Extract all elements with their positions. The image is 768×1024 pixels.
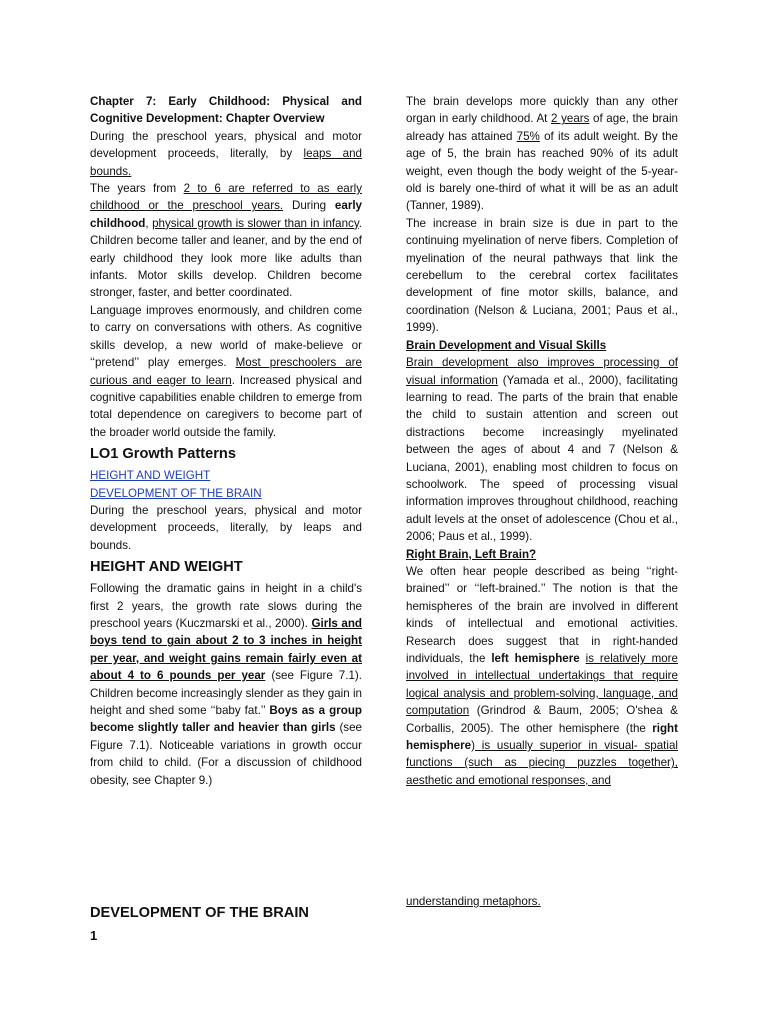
paragraph-myelination: The increase in brain size is due in part to the continuing myelination of nerve fibers. Completion of myelination of the neural pathways that link the cerebellum to the cerebral cortex facilitates development of fine motor skills, balance, and coordination (Nelson & Luciana, 2001; Paus et al., 1999). (406, 216, 678, 335)
text: of its adult weight. By the age of 5, the brain has reached 90% of its adult weight, even though the body weight of the 5-year-old is barely one-third of what it will be as an adult (Tanner, 1989). (406, 129, 678, 213)
page-number: 1 (90, 928, 98, 943)
text: ) (471, 739, 475, 753)
paragraph-hemispheres (406, 563, 678, 789)
underlined-text: 75% (516, 129, 540, 143)
bold-term: left hemisphere (491, 652, 580, 665)
underlined-text: 2 to 6 are referred to as early childhood or the preschool years. (90, 182, 362, 213)
underlined-text: leaps and bounds. (90, 147, 362, 178)
text: (see Figure 7.1). Noticeable variations in growth occur from child to child. (For a discussion of childhood obesity, see Chapter 9.) (90, 721, 362, 787)
paragraph-height-weight (90, 580, 362, 789)
text: During (283, 199, 335, 213)
development-of-brain-heading: DEVELOPMENT OF THE BRAIN (90, 905, 309, 921)
text: During the preschool years, physical and motor development proceeds, literally, by (90, 129, 362, 161)
right-bottom-continuation: understanding metaphors. (406, 895, 541, 908)
underlined-text: is usually superior in visual- spatial functions (such as piecing puzzles together), aesthetic and emotional responses, and (406, 739, 678, 787)
height-weight-heading: HEIGHT AND WEIGHT (90, 559, 243, 576)
underlined-text: 2 years (551, 112, 590, 126)
bold-text: Boys as a group become slightly taller and heavier than girls (90, 704, 362, 735)
paragraph-overview-1 (90, 128, 362, 180)
link-development-of-the-brain[interactable]: DEVELOPMENT OF THE BRAIN (90, 486, 262, 500)
text: , (145, 216, 153, 230)
link-height-and-weight[interactable]: HEIGHT AND WEIGHT (90, 469, 211, 483)
lo1-heading: LO1 Growth Patterns (90, 446, 236, 463)
underlined-text: Most preschoolers are curious and eager to learn (90, 356, 362, 387)
text: We often hear people described as being ‘‘right-brained’’ or ‘‘left-brained.’’ The notion is that the hemispheres of the brain are involved in different kinds of intellectual and emotional activities. Research does suggest that in right-handed individuals, the (406, 564, 678, 665)
right-brain-left-brain-heading: Right Brain, Left Brain? (406, 547, 537, 561)
text: Following the dramatic gains in height in a child's first 2 years, the growth rate slows during the preschool years (Kuczmarski et al., 2000). (90, 582, 362, 630)
paragraph-overview-3 (90, 302, 362, 441)
text: (Yamada et al., 2000), facilitating learning to read. The parts of the brain that enable the child to sustain attention and screen out distractions become increasingly myelinated between the ages of about 4 and 7 (Nelson & Luciana, 2001), enabling most children to focus on schoolwork. The speed of processing visual information improves throughout childhood, reaching adult levels at the onset of adolescence (Chou et al., 2006; Paus et al., 1999). (406, 373, 678, 544)
text: The years from (90, 182, 184, 196)
text: (Grindrod & Baum, 2005; O'shea & Corballis, 2005). The other hemisphere (the (406, 704, 678, 735)
text: . Children become taller and leaner, and by the end of early childhood they look more like adults than infants. Motor skills develop. Children become stronger, faster, and better coordinated. (90, 216, 362, 300)
bold-term: early childhood (90, 199, 362, 230)
right-column (406, 93, 678, 789)
brain-visual-skills-heading: Brain Development and Visual Skills (406, 338, 607, 352)
left-column (90, 93, 362, 789)
bold-term: right hemisphere (406, 721, 678, 753)
text: . Increased physical and cognitive capabilities enable children to emerge from total dependence on caregivers to become part of the broader world outside the family. (90, 373, 362, 439)
underlined-text: is relatively more involved in intellectual undertakings that require logical analysis and problem-solving, language, and computation (406, 652, 678, 718)
text: (see Figure 7.1). Children become increasingly slender as they gain in height and shed some ‘‘baby fat.’’ (90, 669, 363, 717)
underlined-text: physical growth is slower than in infancy (152, 216, 359, 230)
underlined-text: Brain development also improves processing of visual information (406, 356, 678, 387)
paragraph-growth-intro: During the preschool years, physical and motor development proceeds, literally, by leaps and bounds. (90, 503, 362, 552)
chapter-title: Chapter 7: Early Childhood: Physical and Cognitive Development: Chapter Overview (90, 95, 362, 126)
text: Language improves enormously, and children come to carry on conversations with others. As cognitive skills develop, a new world of make-believe or ‘‘pretend’’ play emerges. (90, 303, 362, 370)
text: The brain develops more quickly than any other organ in early childhood. At (406, 95, 678, 126)
paragraph-visual-skills (406, 354, 678, 545)
paragraph-brain-growth (406, 93, 678, 215)
paragraph-overview-2 (90, 180, 362, 302)
underlined-bold-text: Girls and boys tend to gain about 2 to 3 inches in height per year, and weight gains remain fairly even at about 4 to 6 pounds per year (90, 616, 362, 683)
text: of age, the brain already has attained (406, 112, 678, 143)
